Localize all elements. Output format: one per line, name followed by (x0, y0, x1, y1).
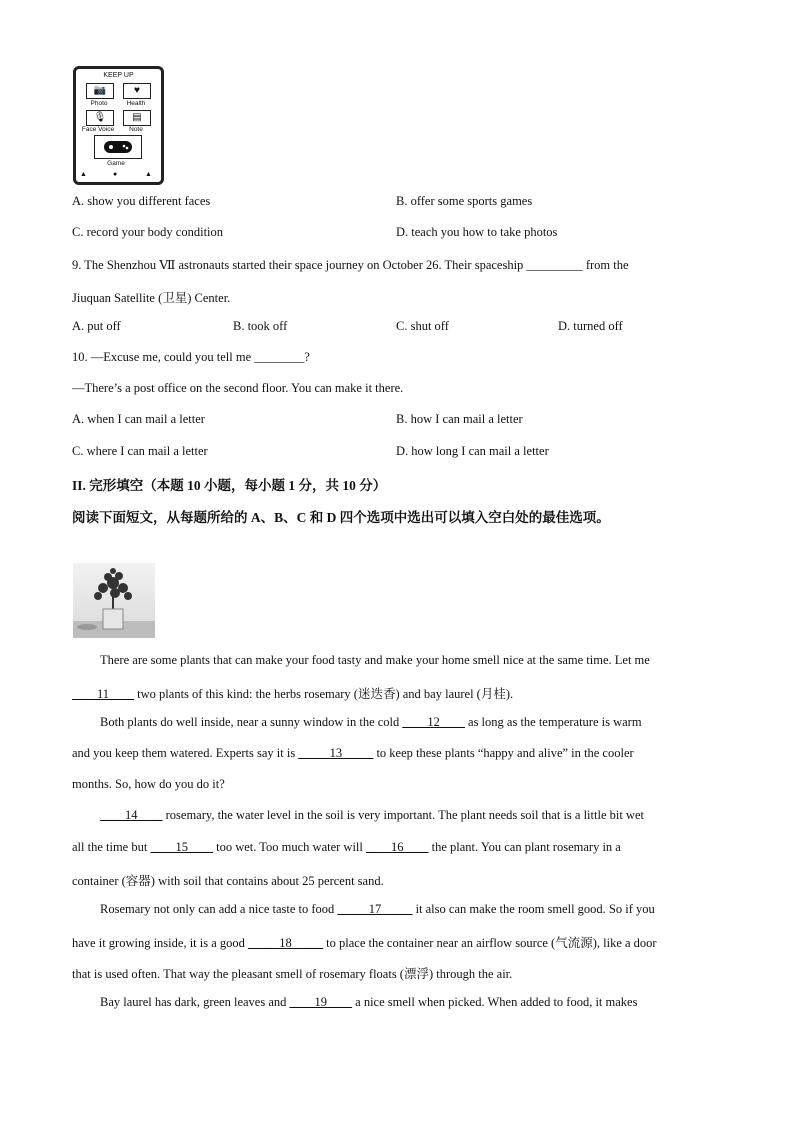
blank-11: ____11____ (72, 687, 135, 701)
blank-14: ____14____ (100, 808, 163, 822)
passage-line-10 (72, 933, 657, 951)
passage-line-10a: have it growing inside, it is a good (72, 936, 245, 950)
app-label-photo: Photo (90, 100, 108, 107)
passage-line-4a: and you keep them watered. Experts say it is (72, 746, 296, 760)
passage-line-9a: Rosemary not only can add a nice taste to food (100, 902, 335, 916)
q10-stem: 10. —Excuse me, could you tell me ________? (72, 350, 310, 364)
section-heading: II. 完形填空（本题 10 小题，每小题 1 分，共 10 分） (72, 478, 387, 493)
passage-line-3b: as long as the temperature is warm (468, 715, 642, 729)
blank-16: ____16____ (366, 840, 429, 854)
passage-line-7 (72, 840, 621, 855)
blank-18: _____18_____ (248, 936, 324, 950)
passage-line-12b: a nice smell when picked. When added to food, it makes (355, 995, 638, 1009)
app-label-game: Game (107, 160, 125, 167)
q9-stem-line2: Jiuquan Satellite (卫星) Center. (72, 291, 231, 305)
section-instruction: 阅读下面短文，从每题所给的 A、B、C 和 D 四个选项中选出可以填入空白处的最佳选项。 (72, 510, 610, 525)
q9-stem (72, 257, 629, 273)
passage-line-9 (100, 902, 655, 917)
blank-15: ____15____ (150, 840, 213, 854)
q9-stem-part2: from the (585, 258, 629, 272)
passage-line-4 (72, 746, 634, 761)
phone-nav-right-icon: ▲ (145, 170, 152, 178)
passage-line-12 (100, 995, 637, 1010)
q9-option-b: B. took off (233, 319, 288, 333)
passage-line-7b: too wet. Too much water will (216, 840, 363, 854)
passage-line-3 (100, 715, 642, 730)
q10-option-d: D. how long I can mail a letter (396, 444, 549, 458)
keep-up-phone-illustration (73, 66, 164, 185)
q10-option-a: A. when I can mail a letter (72, 412, 205, 426)
passage-line-6-text: rosemary, the water level in the soil is very important. The plant needs soil that is a little bit wet (165, 808, 644, 822)
q8-option-d: D. teach you how to take photos (396, 225, 558, 239)
passage-line-7c: the plant. You can plant rosemary in a (431, 840, 621, 854)
passage-line-11: that is used often. That way the pleasant smell of rosemary floats (漂浮) through the air. (72, 967, 513, 981)
q9-stem-part1: 9. The Shenzhou Ⅶ astronauts started their space journey on October 26. Their spaceship (72, 258, 524, 272)
q9-option-d: D. turned off (558, 319, 623, 333)
blank-19: ____19____ (289, 995, 353, 1009)
q8-option-a: A. show you different faces (72, 194, 211, 208)
passage-line-6 (100, 808, 644, 823)
passage-line-8: container (容器) with soil that contains about 25 percent sand. (72, 874, 384, 888)
phone-nav-home-icon: ● (113, 170, 118, 178)
app-label-note: Note (129, 126, 143, 133)
q9-option-c: C. shut off (396, 319, 449, 333)
plant-photo (73, 563, 155, 638)
phone-title: KEEP UP (103, 72, 134, 79)
blank-17: _____17_____ (337, 902, 413, 916)
q8-option-b: B. offer some sports games (396, 194, 533, 208)
passage-line-9b: it also can make the room smell good. So if you (415, 902, 655, 916)
blank-12: ____12____ (402, 715, 465, 729)
passage-line-2 (72, 684, 513, 702)
q9-blank: _________ (526, 258, 583, 272)
passage-line-10b: to place the container near an airflow source (气流源), like a door (326, 936, 657, 950)
passage-line-3a: Both plants do well inside, near a sunny window in the cold (100, 715, 400, 729)
microphone-icon: 🎙 (86, 110, 114, 126)
passage-line-5: months. So, how do you do it? (72, 777, 225, 791)
passage-line-7a: all the time but (72, 840, 148, 854)
q9-option-a: A. put off (72, 319, 121, 333)
q8-option-c: C. record your body condition (72, 225, 224, 239)
q10-option-c: C. where I can mail a letter (72, 444, 208, 458)
q10-option-b: B. how I can mail a letter (396, 412, 523, 426)
note-icon: ▤ (123, 110, 151, 126)
phone-nav-left-icon: ▲ (80, 170, 87, 178)
gamepad-icon (94, 135, 142, 159)
passage-line-12a: Bay laurel has dark, green leaves and (100, 995, 287, 1009)
blank-13: _____13_____ (298, 746, 374, 760)
passage-line-1: There are some plants that can make your food tasty and make your home smell nice at the same time. Let me (100, 653, 650, 667)
app-label-face-voice: Face Voice (81, 126, 115, 133)
camera-icon: 📷 (86, 83, 114, 99)
app-label-health: Health (126, 100, 146, 107)
passage-line-4b: to keep these plants “happy and alive” in the cooler (376, 746, 634, 760)
heart-hand-icon: ♥ (123, 83, 151, 99)
passage-line-2-text: two plants of this kind: the herbs rosemary (迷迭香) and bay laurel (月桂). (137, 687, 514, 701)
q10-reply: —There’s a post office on the second floor. You can make it there. (72, 381, 404, 395)
